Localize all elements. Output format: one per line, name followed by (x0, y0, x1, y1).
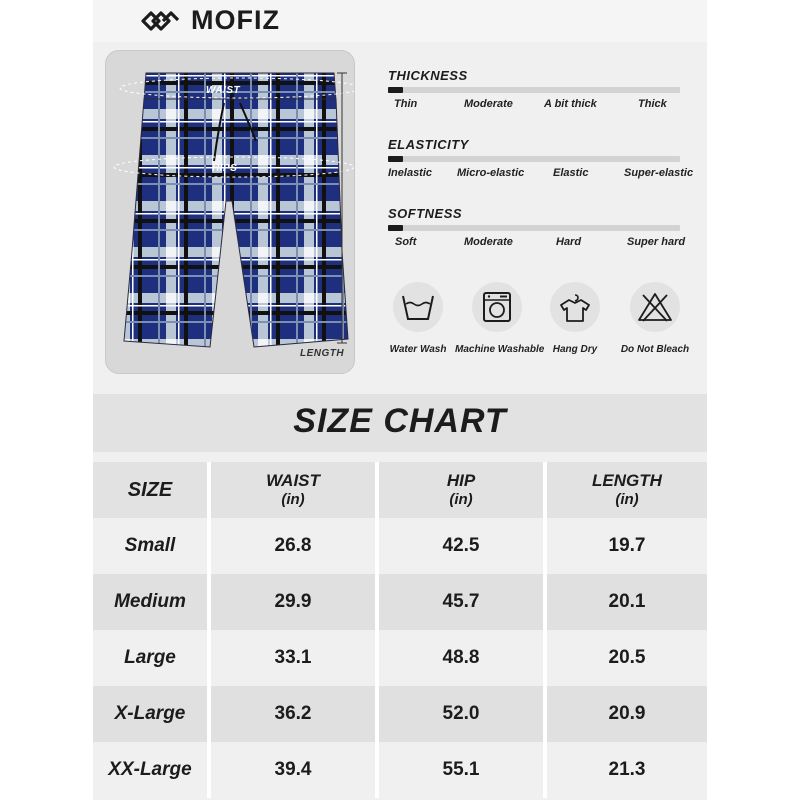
table-row (93, 686, 707, 742)
column-header (211, 462, 375, 518)
hip-value-cell: 48.8 (379, 630, 543, 686)
scale-option: Moderate (464, 236, 513, 248)
plaid-shorts-illustration (106, 51, 355, 374)
care-label: Hang Dry (552, 344, 598, 355)
hip-value-cell: 45.7 (379, 574, 543, 630)
scale-title: ELASTICITY (388, 137, 469, 152)
scale-fill (388, 87, 403, 93)
table-row (93, 518, 707, 574)
waist-value-cell: 33.1 (211, 630, 375, 686)
table-header-row (93, 462, 707, 518)
scale-title: THICKNESS (388, 68, 468, 83)
care-label: Do Not Bleach (620, 344, 690, 355)
thickness-scale (388, 68, 688, 114)
column-header-name: LENGTH (592, 471, 662, 490)
column-header-name: SIZE (127, 478, 173, 501)
scale-bar (388, 156, 680, 162)
column-header (547, 462, 707, 518)
table-row (93, 742, 707, 798)
scale-fill (388, 156, 403, 162)
scale-title: SOFTNESS (388, 206, 463, 221)
hip-value-cell: 55.1 (379, 742, 543, 798)
table-row (93, 630, 707, 686)
size-chart-title: SIZE CHART (293, 402, 507, 440)
size-name-cell: X-Large (93, 686, 207, 742)
care-item-machine-washable (455, 282, 545, 355)
column-header-unit: (in) (281, 491, 305, 508)
brand-header (93, 0, 707, 42)
column-header-unit: (in) (615, 491, 639, 508)
column-header-name: WAIST (266, 471, 320, 490)
softness-scale (388, 206, 688, 252)
scale-bar (388, 225, 680, 231)
size-chart-title-bar (93, 394, 707, 452)
column-header (379, 462, 543, 518)
size-name-cell: Medium (93, 574, 207, 630)
column-header (93, 462, 207, 518)
table-row (93, 574, 707, 630)
waist-value-cell: 36.2 (211, 686, 375, 742)
size-guide-page (93, 0, 707, 800)
scale-option: Hard (556, 236, 582, 248)
water-wash-icon (400, 292, 436, 322)
column-divider (207, 462, 211, 798)
scale-option: Inelastic (388, 167, 433, 179)
hips-label: HIPS (212, 163, 238, 174)
length-value-cell: 20.1 (547, 574, 707, 630)
do-not-bleach-icon (637, 291, 673, 323)
scale-bar (388, 87, 680, 93)
scale-fill (388, 225, 403, 231)
waist-value-cell: 26.8 (211, 518, 375, 574)
length-value-cell: 20.9 (547, 686, 707, 742)
size-name-cell: Large (93, 630, 207, 686)
scale-option: A bit thick (544, 98, 597, 110)
column-divider (543, 462, 547, 798)
scale-option: Super hard (627, 236, 686, 248)
length-value-cell: 19.7 (547, 518, 707, 574)
column-divider (375, 462, 379, 798)
length-value-cell: 20.5 (547, 630, 707, 686)
size-name-cell: XX-Large (93, 742, 207, 798)
column-header-name: HIP (446, 471, 476, 490)
scale-option: Thin (394, 98, 418, 110)
scale-option: Soft (395, 236, 417, 248)
waist-label: WAIST (206, 85, 241, 96)
hip-value-cell: 42.5 (379, 518, 543, 574)
care-item-hang-dry (533, 282, 617, 355)
care-label: Machine Washable (455, 344, 545, 355)
care-label: Water Wash (389, 344, 447, 355)
length-value-cell: 21.3 (547, 742, 707, 798)
scale-option: Moderate (464, 98, 513, 110)
scale-option: Super-elastic (624, 167, 694, 179)
scale-option: Elastic (553, 167, 589, 179)
care-item-water-wash (376, 282, 460, 355)
hip-value-cell: 52.0 (379, 686, 543, 742)
washing-machine-icon (482, 291, 512, 323)
length-label: LENGTH (300, 348, 345, 359)
elasticity-scale (388, 137, 694, 183)
hang-dry-icon (557, 291, 593, 323)
waist-value-cell: 39.4 (211, 742, 375, 798)
column-header-unit: (in) (449, 491, 473, 508)
waist-value-cell: 29.9 (211, 574, 375, 630)
care-item-do-not-bleach (613, 282, 697, 355)
brand-name: MOFIZ (191, 5, 280, 35)
brand-logo-icon (140, 7, 180, 35)
scale-option: Thick (638, 98, 667, 110)
size-name-cell: Small (93, 518, 207, 574)
product-image-card (105, 50, 355, 374)
scale-option: Micro-elastic (457, 167, 525, 179)
